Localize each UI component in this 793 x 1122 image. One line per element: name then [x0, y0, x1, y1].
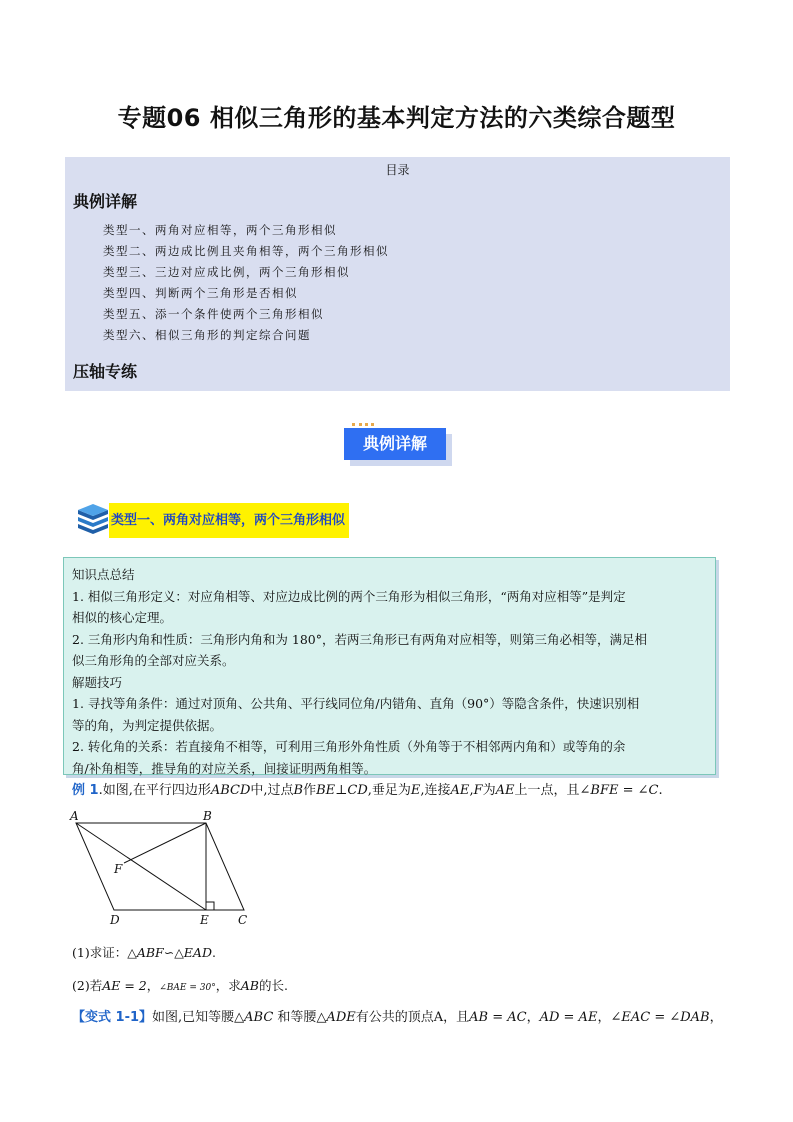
question-text: 的长.	[258, 978, 288, 993]
example-math: AE	[450, 783, 470, 798]
example-text: 上一点，且	[514, 783, 580, 798]
example-tag: 例 1	[72, 783, 99, 798]
example-math: F	[473, 783, 483, 798]
label-f: F	[114, 862, 123, 876]
knowledge-line: 2. 转化角的关系：若直接角不相等，可利用三角形外角性质（外角等于不相邻两内角和）或等角的余	[72, 739, 626, 754]
toc-item[interactable]: 类型三、三边对应成比例，两个三角形相似	[103, 265, 350, 279]
toc-heading: 目录	[385, 163, 410, 177]
variant-math: ∠EAC = ∠DAB	[610, 1010, 710, 1025]
knowledge-line: 2. 三角形内角和性质：三角形内角和为 180°，若两三角形已有两角对应相等，则第三角必相等，满足相	[72, 631, 647, 647]
variant-1-1	[72, 1006, 723, 1025]
example-math: E	[410, 783, 421, 798]
knowledge-line: 似三角形角的全部对应关系。	[72, 653, 235, 668]
example-math: ∠BFE = ∠C	[579, 783, 659, 798]
example-text: ,连接	[420, 783, 451, 798]
toc-item[interactable]: 类型四、判断两个三角形是否相似	[103, 286, 298, 300]
variant-text: 和等腰	[273, 1010, 317, 1025]
example-math: BE⊥CD	[316, 783, 368, 798]
variant-text: 有公共的顶点A，且	[355, 1010, 470, 1025]
toc-item[interactable]: 类型二、两边成比例且夹角相等，两个三角形相似	[103, 244, 389, 258]
question-math: AE = 2	[102, 978, 147, 993]
question-1	[72, 943, 216, 961]
toc-item[interactable]: 类型六、相似三角形的判定综合问题	[103, 328, 311, 342]
toc-item[interactable]: 类型一、两角对应相等，两个三角形相似	[103, 223, 337, 237]
label-d: D	[110, 913, 120, 927]
toc-section-examples[interactable]: 典例详解	[73, 192, 138, 211]
question-text: ，求	[215, 978, 241, 993]
variant-math: AB = AC	[469, 1010, 527, 1025]
variant-math: AD = AE	[539, 1010, 598, 1025]
question-text: (2)若	[72, 978, 103, 993]
variant-math: △ADE	[316, 1010, 356, 1025]
question-text: .	[211, 945, 216, 960]
label-c: C	[238, 913, 248, 927]
variant-math: △ABC	[234, 1010, 274, 1025]
example-1	[72, 779, 663, 798]
parallelogram-abcd	[76, 823, 244, 910]
variant-text: ，	[597, 1010, 611, 1025]
question-2	[72, 976, 288, 994]
example-math: AE	[495, 783, 515, 798]
variant-tag: 【变式 1-1】	[72, 1010, 153, 1025]
parallelogram-figure	[66, 810, 256, 930]
knowledge-line: 知识点总结	[72, 567, 135, 582]
type-heading-text: 类型一、两角对应相等，两个三角形相似	[109, 503, 349, 538]
knowledge-line: 1. 寻找等角条件：通过对顶角、公共角、平行线同位角/内错角、直角（90°）等隐含条件，快速识别相	[72, 696, 640, 711]
banner-label: 典例详解	[344, 428, 446, 460]
variant-text: 如图,已知等腰	[152, 1010, 235, 1025]
section-banner	[344, 428, 452, 466]
variant-text: ，	[526, 1010, 540, 1025]
example-text: ,垂足为	[367, 783, 411, 798]
label-e: E	[200, 913, 209, 927]
example-text: 中,过点	[250, 783, 294, 798]
knowledge-line: 等的角，为判定提供依据。	[72, 717, 223, 733]
knowledge-summary-box	[63, 557, 716, 775]
example-text: .	[658, 783, 663, 798]
example-text: ,	[469, 783, 474, 798]
question-math: AB	[240, 978, 259, 993]
knowledge-line: 1. 相似三角形定义：对应角相等、对应边成比例的两个三角形为相似三角形，“两角对应相等”是判定	[72, 588, 626, 604]
knowledge-line: 相似的核心定理。	[72, 610, 173, 625]
example-text: .如图,在平行四边形	[98, 783, 211, 798]
question-text: (1)求证：	[72, 945, 128, 960]
page-title: 专题06 相似三角形的基本判定方法的六类综合题型	[117, 104, 676, 132]
toc-item[interactable]: 类型五、添一个条件使两个三角形相似	[103, 307, 324, 321]
question-math: △ABF∽△EAD	[127, 945, 212, 960]
example-text: 作	[303, 783, 317, 798]
variant-text: ，	[709, 1010, 723, 1025]
example-math: B	[293, 783, 304, 798]
segment-bf	[124, 823, 206, 863]
table-of-contents	[65, 157, 730, 391]
books-icon	[76, 504, 110, 536]
question-math: ∠BAE = 30°	[159, 983, 216, 993]
label-b: B	[203, 810, 212, 823]
knowledge-line: 解题技巧	[72, 674, 123, 690]
question-text: ，	[146, 978, 160, 993]
example-text: 为	[482, 783, 496, 798]
right-angle-mark	[206, 902, 214, 910]
toc-item-list	[103, 220, 389, 346]
example-math: ABCD	[210, 783, 251, 798]
label-a: A	[70, 810, 79, 823]
knowledge-line: 角/补角相等，推导角的对应关系，间接证明两角相等。	[72, 760, 377, 776]
toc-section-exercises[interactable]: 压轴专练	[73, 362, 138, 381]
